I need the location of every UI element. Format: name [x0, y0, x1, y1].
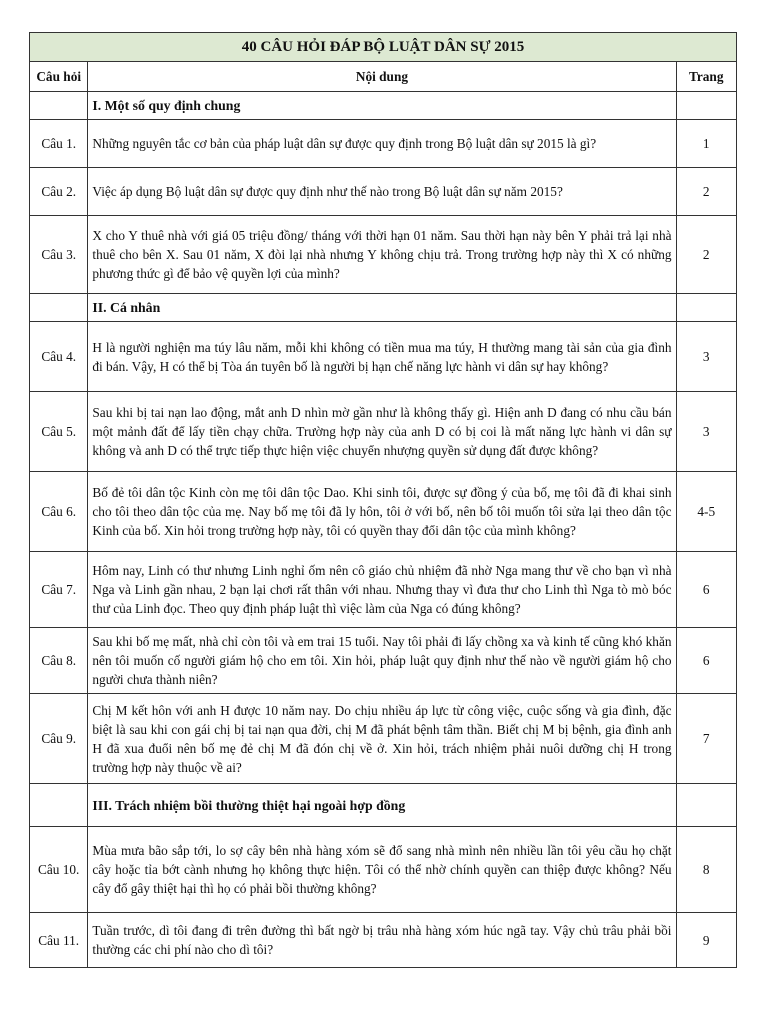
page-number: 9	[676, 913, 737, 968]
question-number: Câu 2.	[30, 168, 88, 216]
question-text: Mùa mưa bão sắp tới, lo sợ cây bên nhà hàng xóm sẽ đổ sang nhà mình nên nhiều lần tôi yêu cầu họ chặt cây hoặc tỉa bớt cành nhưng họ không thực hiện. Tôi có thể nhờ chính quyền can thiệp được không? Nếu cây đổ gây thiệt hại thì họ có phải bồi thường không?	[88, 827, 676, 913]
qa-table	[29, 32, 737, 968]
question-text: Chị M kết hôn với anh H được 10 năm nay. Do chịu nhiều áp lực từ công việc, cuộc sống và gia đình, đặc biệt là sau khi con gái chị bị tai nạn qua đời, chị M đã phát bệnh tâm thần. Biết chị M bị bệnh, gia đình anh H đã xua đuổi nên bố mẹ đẻ chị M đã đón chị về ở. Xin hỏi, trách nhiệm phải nuôi dưỡng chị H trong trường hợp này thuộc về ai?	[88, 694, 676, 784]
table-row	[30, 472, 737, 552]
page-number: 8	[676, 827, 737, 913]
page-number: 3	[676, 322, 737, 392]
table-row	[30, 322, 737, 392]
question-number: Câu 11.	[30, 913, 88, 968]
table-row	[30, 216, 737, 294]
question-number: Câu 6.	[30, 472, 88, 552]
table-row	[30, 392, 737, 472]
question-number: Câu 1.	[30, 120, 88, 168]
question-text: Tuần trước, dì tôi đang đi trên đường thì bất ngờ bị trâu nhà hàng xóm húc ngã tay. Vậy chủ trâu phải bồi thường các chi phí nào cho dì tôi?	[88, 913, 676, 968]
header-page: Trang	[676, 62, 737, 92]
question-number: Câu 5.	[30, 392, 88, 472]
question-number: Câu 9.	[30, 694, 88, 784]
table-row	[30, 120, 737, 168]
question-text: X cho Y thuê nhà với giá 05 triệu đồng/ tháng với thời hạn 01 năm. Sau thời hạn này bên Y phải trả lại nhà thuê cho bên X. Sau 01 năm, X đòi lại nhà nhưng Y không chịu trả. Trong trường hợp này thì X có những phương thức gì để bảo vệ quyền lợi của mình?	[88, 216, 676, 294]
page-number: 2	[676, 168, 737, 216]
question-text: Bố đẻ tôi dân tộc Kinh còn mẹ tôi dân tộc Dao. Khi sinh tôi, được sự đồng ý của bố, mẹ tôi đã đi khai sinh cho tôi theo dân tộc của mẹ. Nay bố mẹ tôi đã ly hôn, tôi ở với bố, nên bố tôi muốn tôi sửa lại theo dân tộc Kinh của bố. Xin hỏi trong trường hợp này, tôi có quyền thay đổi dân tộc của mình không?	[88, 472, 676, 552]
header-content: Nội dung	[88, 62, 676, 92]
question-text: Những nguyên tắc cơ bản của pháp luật dân sự được quy định trong Bộ luật dân sự 2015 là gì?	[88, 120, 676, 168]
question-text: Việc áp dụng Bộ luật dân sự được quy định như thế nào trong Bộ luật dân sự năm 2015?	[88, 168, 676, 216]
table-row	[30, 913, 737, 968]
question-number: Câu 4.	[30, 322, 88, 392]
section-heading: I. Một số quy định chung	[88, 92, 676, 120]
table-row	[30, 294, 737, 322]
page-number: 2	[676, 216, 737, 294]
question-number: Câu 8.	[30, 628, 88, 694]
table-row	[30, 552, 737, 628]
header-question: Câu hỏi	[30, 62, 88, 92]
table-row	[30, 628, 737, 694]
page-number: 1	[676, 120, 737, 168]
page-number: 7	[676, 694, 737, 784]
section-heading: III. Trách nhiệm bồi thường thiệt hại ngoài hợp đồng	[88, 784, 676, 827]
table-row	[30, 168, 737, 216]
page-number: 6	[676, 552, 737, 628]
table-row	[30, 694, 737, 784]
question-number: Câu 10.	[30, 827, 88, 913]
question-text: Sau khi bị tai nạn lao động, mắt anh D nhìn mờ gần như là không thấy gì. Hiện anh D đang có nhu cầu bán một mảnh đất để lấy tiền chạy chữa. Trường hợp này của anh D có bị coi là mất năng lực hành vi dân sự không và anh D có thể trực tiếp thực hiện việc chuyển nhượng quyền sử dụng đất được không?	[88, 392, 676, 472]
table-row	[30, 827, 737, 913]
question-text: H là người nghiện ma túy lâu năm, mỗi khi không có tiền mua ma túy, H thường mang tài sản của gia đình đi bán. Vậy, H có thể bị Tòa án tuyên bố là người bị hạn chế năng lực hành vi dân sự hay không?	[88, 322, 676, 392]
question-number: Câu 3.	[30, 216, 88, 294]
question-text: Sau khi bố mẹ mất, nhà chỉ còn tôi và em trai 15 tuổi. Nay tôi phải đi lấy chồng xa và kinh tế cũng khó khăn nên tôi muốn cố người giám hộ cho em tôi. Xin hỏi, pháp luật quy định như thế nào về người giám hộ cho người chưa thành niên?	[88, 628, 676, 694]
page-number: 3	[676, 392, 737, 472]
table-row	[30, 92, 737, 120]
question-text: Hôm nay, Linh có thư nhưng Linh nghỉ ốm nên cô giáo chủ nhiệm đã nhờ Nga mang thư về cho bạn vì nhà Nga và Linh gần nhau, 2 bạn lại chơi rất thân với nhau. Nhưng thay vì đưa thư cho Linh thì Nga tò mò bóc thư của Linh đọc. Theo quy định pháp luật thì việc làm của Nga có đúng không?	[88, 552, 676, 628]
question-number: Câu 7.	[30, 552, 88, 628]
table-row	[30, 784, 737, 827]
table-title: 40 CÂU HỎI ĐÁP BỘ LUẬT DÂN SỰ 2015	[30, 33, 737, 62]
page-number: 4-5	[676, 472, 737, 552]
page-number: 6	[676, 628, 737, 694]
section-heading: II. Cá nhân	[88, 294, 676, 322]
